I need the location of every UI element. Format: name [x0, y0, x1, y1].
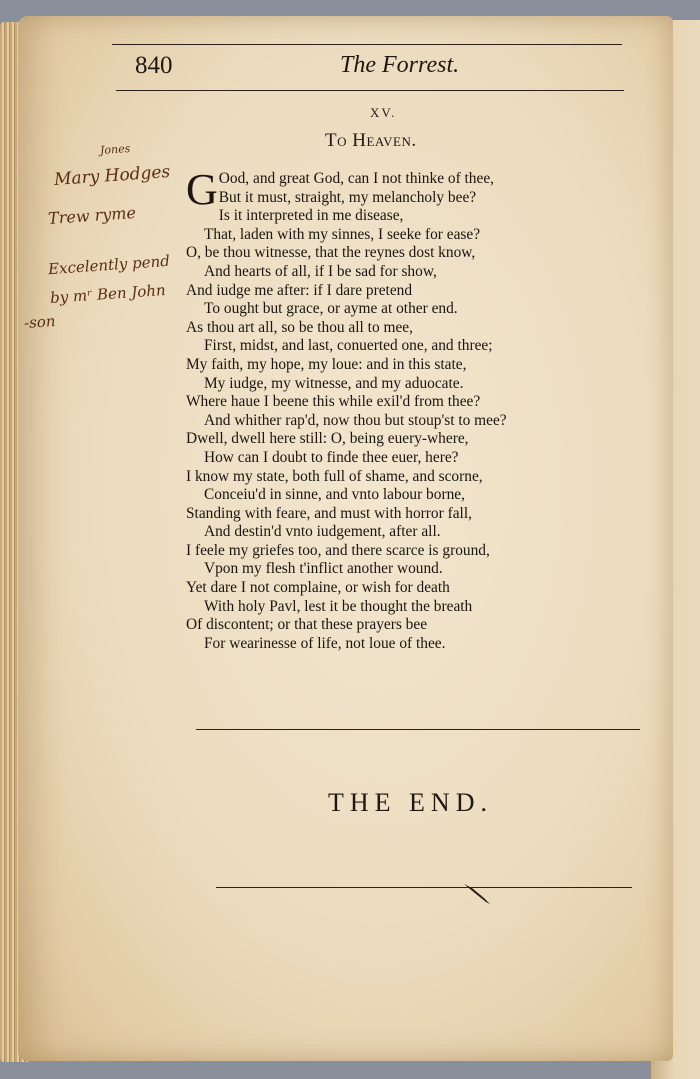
poem-line: My iudge, my witnesse, and my aduocate. [204, 374, 464, 392]
poem-line: Of discontent; or that these prayers bee [186, 616, 428, 634]
poem-line: Dwell, dwell here still: O, being euery-where, [186, 430, 469, 448]
marginal-note-excelently: Excelently pend [47, 251, 171, 279]
poem-line: Standing with feare, and must with horror fall, [186, 504, 472, 522]
poem-numeral: XV. [370, 105, 397, 120]
poem-line: Is it interpreted in me disease, [218, 207, 404, 225]
poem-line: Vpon my flesh t'inflict another wound. [204, 560, 443, 578]
poem-title: To Heaven. [325, 130, 417, 151]
header-top-rule [112, 44, 622, 45]
poem-line: But it must, straight, my melancholy bee? [218, 188, 477, 206]
first-line-text: Ood, and great God, can I not thinke of thee, [218, 170, 495, 187]
page-number: 840 [135, 52, 173, 79]
poem-line: For wearinesse of life, not loue of thee. [204, 634, 446, 652]
poem-line: My faith, my hope, my loue: and in this state, [186, 355, 467, 373]
marginal-note-ben-john: by mʳ Ben John [49, 280, 167, 308]
poem-lines [186, 189, 566, 654]
the-end: THE END. [328, 788, 493, 817]
poem-line: With holy Pavl, lest it be thought the breath [204, 597, 473, 615]
poem-line: I know my state, both full of shame, and scorne, [186, 467, 483, 485]
poem-line: Where haue I beene this while exil'd from thee? [186, 393, 481, 411]
end-bottom-rule [216, 887, 632, 888]
poem-line: Conceiu'd in sinne, and vnto labour borne, [204, 486, 465, 504]
marginal-note-trew-ryme: Trew ryme [47, 202, 137, 229]
poem-line: How can I doubt to finde thee euer, here? [204, 448, 459, 466]
poem-line: I feele my griefes too, and there scarce is ground, [186, 541, 490, 559]
poem-line: First, midst, and last, conuerted one, and three; [204, 337, 493, 355]
end-top-rule [196, 729, 640, 730]
poem-body [186, 165, 566, 653]
marginal-note-jones: Jones [99, 141, 131, 158]
header-bottom-rule [116, 90, 624, 91]
marginal-note-son: -son [23, 311, 57, 333]
poem-line: And whither rap'd, now thou but stoup'st to mee? [204, 411, 507, 429]
poem-line: To ought but grace, or ayme at other end. [204, 300, 458, 318]
poem-line: That, laden with my sinnes, I seeke for ease? [204, 225, 481, 243]
poem-line: Yet dare I not complaine, or wish for death [186, 579, 450, 597]
marginal-note-name: Mary Hodges [53, 161, 171, 191]
poem-line: And destin'd vnto iudgement, after all. [204, 523, 441, 541]
poem-line: As thou art all, so be thou all to mee, [186, 318, 413, 336]
poem-line: And hearts of all, if I be sad for show, [204, 262, 437, 280]
drop-cap: G [186, 165, 218, 214]
poem-line: And iudge me after: if I dare pretend [186, 281, 413, 299]
running-head: The Forrest. [340, 52, 460, 78]
poem-line: O, be thou witnesse, that the reynes dost know, [186, 244, 476, 262]
ink-blot-icon [462, 880, 492, 910]
